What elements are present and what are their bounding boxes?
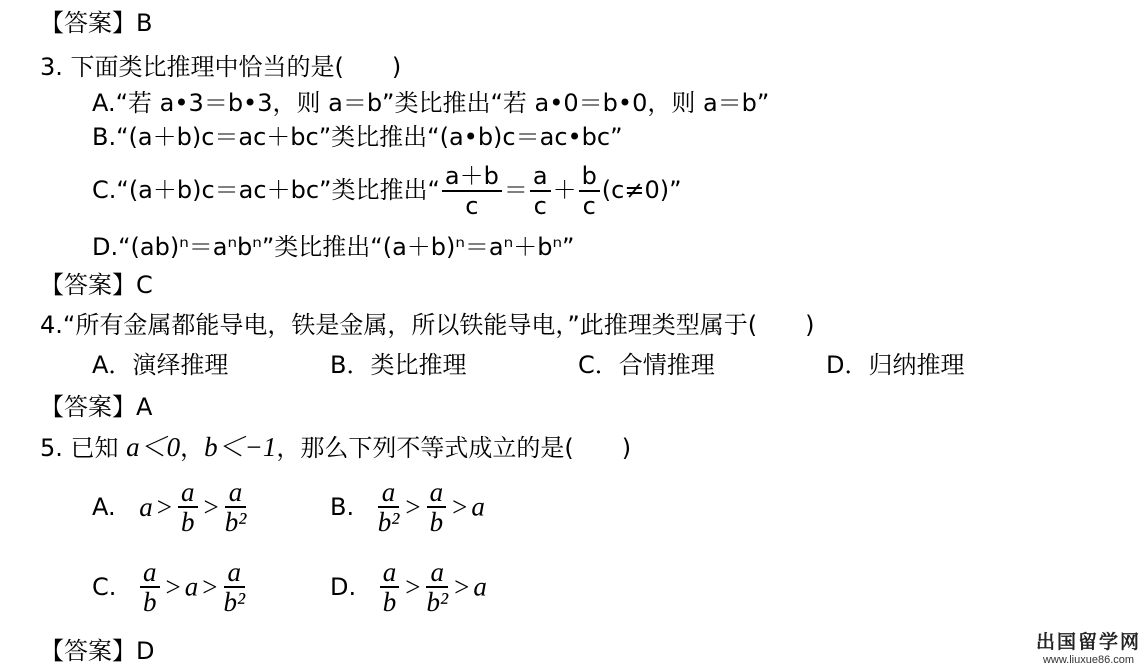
q4-option-c: C．合情推理 [578,351,715,379]
var-a: a [139,491,153,522]
fraction-numerator: a [427,478,447,508]
var-a: a [473,571,487,602]
fraction-denominator: c [465,192,479,220]
option-label: D. [330,573,357,601]
gt-sign: > [405,491,421,522]
fraction-denominator: b [143,587,157,617]
answer-q2: 【答案】B [40,9,153,37]
frac-a-over-b2 [225,478,247,536]
q4-option-d: D．归纳推理 [826,351,965,379]
frac-a-over-b2 [426,558,448,616]
answer-q5: 【答案】D [40,637,155,665]
option-label: C. [92,573,117,601]
fraction-denominator: b² [426,587,449,617]
fraction-denominator: b [181,507,195,537]
q3-option-b: B.“(a＋b)c＝ac＋bc”类比推出“(a•b)c＝ac•bc” [92,123,623,151]
q5-option-c [92,558,247,616]
watermark-url: www.liuxue86.com [1042,654,1135,666]
option-label: A. [92,493,116,521]
q3-stem: 3. 下面类比推理中恰当的是( ) [40,53,402,81]
q3-option-a: A.“若 a•3＝b•3，则 a＝b”类比推出“若 a•0＝b•0，则 a＝b” [92,89,770,117]
q5-separator: ， [180,434,205,462]
fraction-denominator: c [533,192,547,220]
q5-option-a [92,478,248,536]
frac-a-over-b [380,558,400,616]
q5-option-b [330,478,485,536]
watermark-logo [1036,627,1141,666]
fraction-numerator: a [380,558,400,588]
frac-a-over-b [140,558,160,616]
var-a: a [184,571,199,602]
gt-sign: > [165,571,181,602]
gt-sign: > [454,571,470,602]
fraction-denominator: b² [224,507,247,537]
q3-option-d: D.“(ab)ⁿ＝aⁿbⁿ”类比推出“(a＋b)ⁿ＝aⁿ＋bⁿ” [92,233,575,261]
q5-option-d [330,558,487,616]
equals-sign: ＝ [503,176,528,204]
q4-option-a: A．演绎推理 [92,351,229,379]
q3-c-fraction-3 [579,162,600,220]
fraction-numerator: a [178,478,198,508]
fraction-numerator: a [378,478,400,508]
watermark-title: 出国留学网 [1035,631,1141,653]
q3-option-c-prefix: C.“(a＋b)c＝ac＋bc”类比推出“ [92,176,440,204]
frac-a-over-b2 [224,558,246,616]
gt-sign: > [405,571,421,602]
gt-sign: > [202,571,218,602]
q5-stem-prefix: 5. 已知 [40,434,119,462]
answer-q3: 【答案】C [40,271,153,299]
gt-sign: > [203,491,219,522]
fraction-denominator: b [382,587,397,617]
q4-option-b: B．类比推理 [330,351,467,379]
frac-a-over-b [427,478,447,536]
var-a: a [471,491,485,522]
q5-stem [40,432,631,463]
q3-c-fraction-1 [442,162,502,220]
fraction-numerator: b [579,162,600,192]
q3-c-fraction-2 [530,162,551,220]
q4-stem: 4.“所有金属都能导电，铁是金属，所以铁能导电，”此推理类型属于( ) [40,311,815,339]
answer-q4: 【答案】A [40,393,153,421]
plus-sign: ＋ [552,176,577,204]
fraction-denominator: b² [377,507,400,537]
fraction-numerator: a＋b [442,162,502,192]
q3-option-c [92,160,682,220]
option-label: B. [330,493,355,521]
fraction-numerator: a [426,558,448,588]
frac-a-over-b2 [378,478,400,536]
q3-option-c-suffix: (c≠0)” [601,176,682,204]
gt-sign: > [156,491,172,522]
frac-a-over-b [178,478,198,536]
q5-condition-a: a＜0 [126,432,181,462]
fraction-numerator: a [140,558,160,588]
fraction-numerator: a [225,478,247,508]
fraction-numerator: a [530,162,551,192]
fraction-denominator: c [582,192,596,220]
gt-sign: > [452,491,468,522]
fraction-denominator: b² [223,587,246,617]
fraction-denominator: b [429,507,444,537]
q5-condition-b: b＜−1 [204,432,277,462]
q5-stem-suffix: ，那么下列不等式成立的是( ) [276,434,632,462]
fraction-numerator: a [224,558,246,588]
